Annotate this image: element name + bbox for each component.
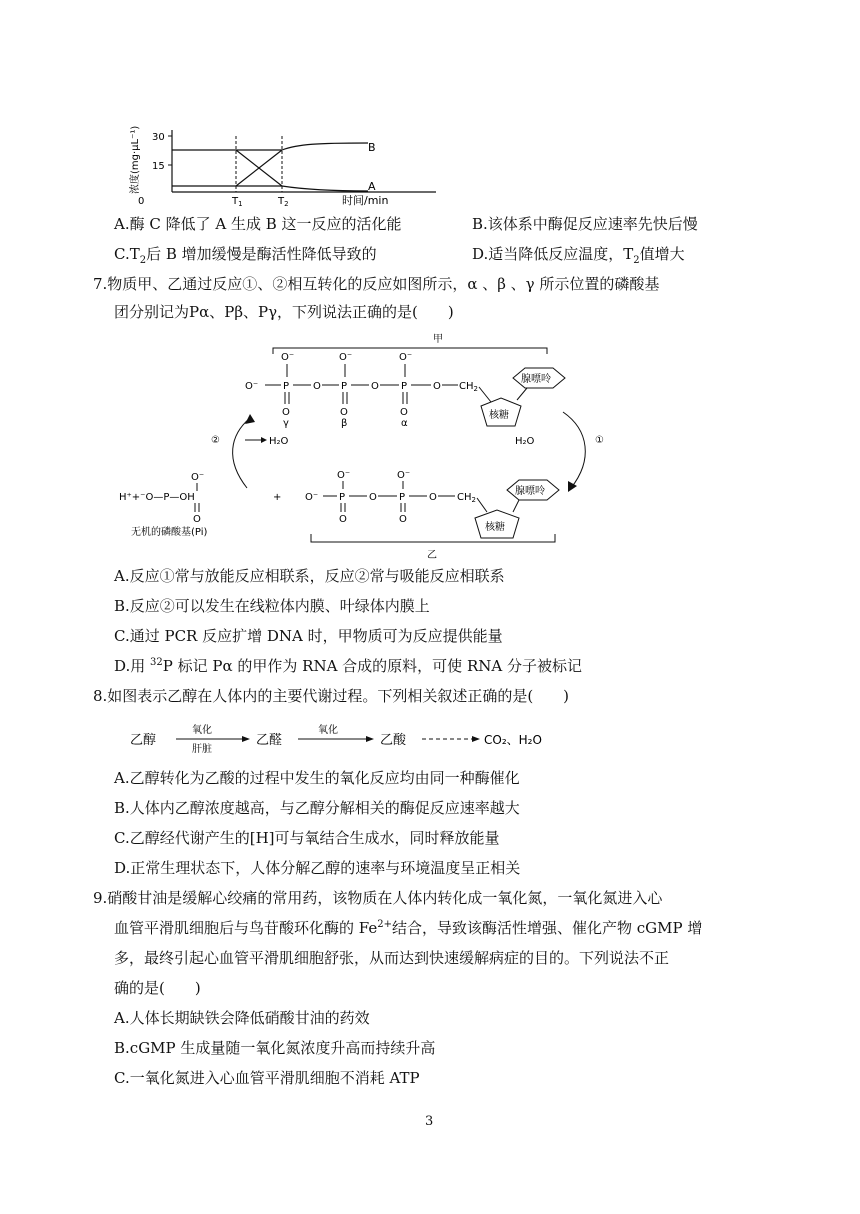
q9-option-b: B.cGMP 生成量随一氧化氮浓度升高而持续升高: [114, 1039, 436, 1057]
o-alpha-bottom: O: [400, 407, 408, 418]
q9-option-c: C.一氧化氮进入心血管平滑肌细胞不消耗 ATP: [114, 1069, 420, 1087]
jia-adenine-label: 腺嘌呤: [521, 374, 551, 385]
o-gamma-bottom: O: [282, 407, 290, 418]
jia-o-minus-left: O⁻: [245, 381, 259, 392]
x-axis-label: 时间/min: [342, 194, 389, 207]
arrow1-bottom-label: 肝脏: [192, 744, 212, 755]
yi-o-bottom-2: O: [399, 514, 407, 525]
pi-formula: H⁺+⁻O—P—OH: [119, 492, 195, 503]
q9-stem-line2: 血管平滑肌细胞后与鸟苷酸环化酶的 $Fe^{2+}$结合，导致该酶活性增强、催化产物 cGMP 增: [114, 919, 703, 937]
beta-label: β: [341, 418, 348, 429]
curve-label-b: B: [368, 141, 376, 154]
q8-option-a: A.乙醇转化为乙酸的过程中发生的氧化反应均由同一种酶催化: [114, 769, 520, 787]
ethanol-metabolism-pathway: [130, 720, 590, 758]
yi-p-1: P: [339, 492, 346, 503]
curve-b: [172, 143, 368, 150]
yi-bracket: [311, 534, 555, 542]
q6-option-c: $C.T_2$后 B 增加缓慢是酶活性降低导致的: [114, 245, 377, 266]
o-bridge-2: O: [371, 381, 379, 392]
q9-option-a: A.人体长期缺铁会降低硝酸甘油的药效: [114, 1009, 370, 1027]
yi-ch2: $CH_2$: [457, 492, 476, 504]
q7-option-c: C.通过 PCR 反应扩增 DNA 时，甲物质可为反应提供能量: [114, 627, 503, 645]
page-number: 3: [425, 1114, 434, 1129]
jia-o-minus-top-gamma: O⁻: [281, 352, 295, 363]
t2-label: $T_2$: [278, 196, 289, 208]
q9-stem-line1: 9.硝酸甘油是缓解心绞痛的常用药，该物质在人体内转化成一氧化氮，一氧化氮进入心: [93, 889, 663, 907]
o-minus-top-beta: O⁻: [339, 352, 353, 363]
gamma-label: γ: [283, 418, 289, 429]
q6-option-d: D.适当降低反应温度，$T_2$值增大: [472, 245, 685, 266]
pi-o-bottom: O: [193, 514, 201, 525]
alpha-label: α: [401, 418, 408, 429]
o-bridge-3: O: [433, 381, 441, 392]
products-label: CO₂、H₂O: [484, 733, 542, 747]
q8-option-d: D.正常生理状态下，人体分解乙醇的速率与环境温度呈正相关: [114, 859, 521, 877]
p-gamma: P: [283, 381, 290, 392]
q7-option-b: B.反应②可以发生在线粒体内膜、叶绿体内膜上: [114, 597, 430, 615]
reaction-2-arrow: [233, 418, 250, 488]
h2o-left: H₂O: [269, 436, 289, 447]
y-axis-label: 浓度(mg·μL⁻¹): [130, 125, 141, 194]
arrow1-top-label: 氧化: [192, 725, 212, 736]
yi-o-minus-left: O⁻: [305, 492, 319, 503]
acetaldehyde-label: 乙醛: [256, 733, 283, 748]
reaction-1-label: ①: [595, 435, 604, 446]
yi-p-2: P: [399, 492, 406, 503]
y-tick-30: 30: [152, 132, 165, 143]
pi-label: 无机的磷酸基(Pi): [131, 527, 208, 538]
reaction-1-arrow: [563, 412, 585, 488]
yi-label: 乙: [427, 550, 437, 561]
y-tick-15: 15: [152, 161, 165, 172]
yi-o-minus-top-1: O⁻: [337, 470, 351, 481]
p-beta: P: [341, 381, 348, 392]
o-beta-bottom: O: [340, 407, 348, 418]
q9-stem-line4: 确的是( ): [114, 979, 201, 997]
t1-label: $T_1$: [232, 196, 243, 208]
q8-stem: 8.如图表示乙醇在人体内的主要代谢过程。下列相关叙述正确的是( ): [93, 687, 570, 705]
q7-option-a: A.反应①常与放能反应相联系，反应②常与吸能反应相联系: [114, 567, 505, 585]
curve-a: [172, 186, 368, 191]
o-bridge-1: O: [313, 381, 321, 392]
yi-o-minus-top-2: O⁻: [397, 470, 411, 481]
q8-option-b: B.人体内乙醇浓度越高，与乙醇分解相关的酶促反应速率越大: [114, 799, 520, 817]
arrow2-top-label: 氧化: [318, 725, 338, 736]
yi-o-bridge-2: O: [429, 492, 437, 503]
plus-sign: +: [273, 492, 282, 503]
atp-adp-diagram: [115, 330, 635, 562]
curve-label-a: A: [368, 180, 376, 193]
q8-option-c: C.乙醇经代谢产生的[H]可与氧结合生成水，同时释放能量: [114, 829, 500, 847]
yi-ribose-label: 核糖: [485, 522, 505, 533]
origin-label: 0: [138, 196, 145, 207]
o-minus-top-alpha: O⁻: [399, 352, 413, 363]
ethanol-label: 乙醇: [130, 733, 157, 748]
concentration-time-graph: [118, 124, 438, 208]
p-alpha: P: [401, 381, 408, 392]
q9-stem-line3: 多，最终引起心血管平滑肌细胞舒张，从而达到快速缓解病症的目的。下列说法不正: [114, 949, 670, 967]
h2o-right: H₂O: [515, 436, 535, 447]
pi-o-minus-top: O⁻: [191, 472, 205, 483]
reaction-2-label: ②: [211, 435, 220, 446]
yi-adenine-label: 腺嘌呤: [515, 486, 545, 497]
q7-stem-line1: 7.物质甲、乙通过反应①、②相互转化的反应如图所示，α 、β 、γ 所示位置的磷酸基: [93, 275, 660, 293]
acetic-acid-label: 乙酸: [380, 733, 407, 748]
yi-o-bridge-1: O: [369, 492, 377, 503]
yi-o-bottom-1: O: [339, 514, 347, 525]
q6-option-b: B.该体系中酶促反应速率先快后慢: [472, 215, 698, 233]
jia-ch2: $CH_2$: [459, 381, 478, 393]
jia-label: 甲: [433, 334, 443, 345]
jia-ribose-label: 核糖: [489, 410, 509, 421]
q7-stem-line2: 团分别记为Pα、Pβ、Pγ，下列说法正确的是( ): [114, 303, 454, 321]
q6-option-a: A.酶 C 降低了 A 生成 B 这一反应的活化能: [114, 215, 402, 233]
q7-option-d: D.用 $^{32}$P 标记 Pα 的甲作为 RNA 合成的原料，可使 RNA 分子被标记: [114, 657, 582, 675]
